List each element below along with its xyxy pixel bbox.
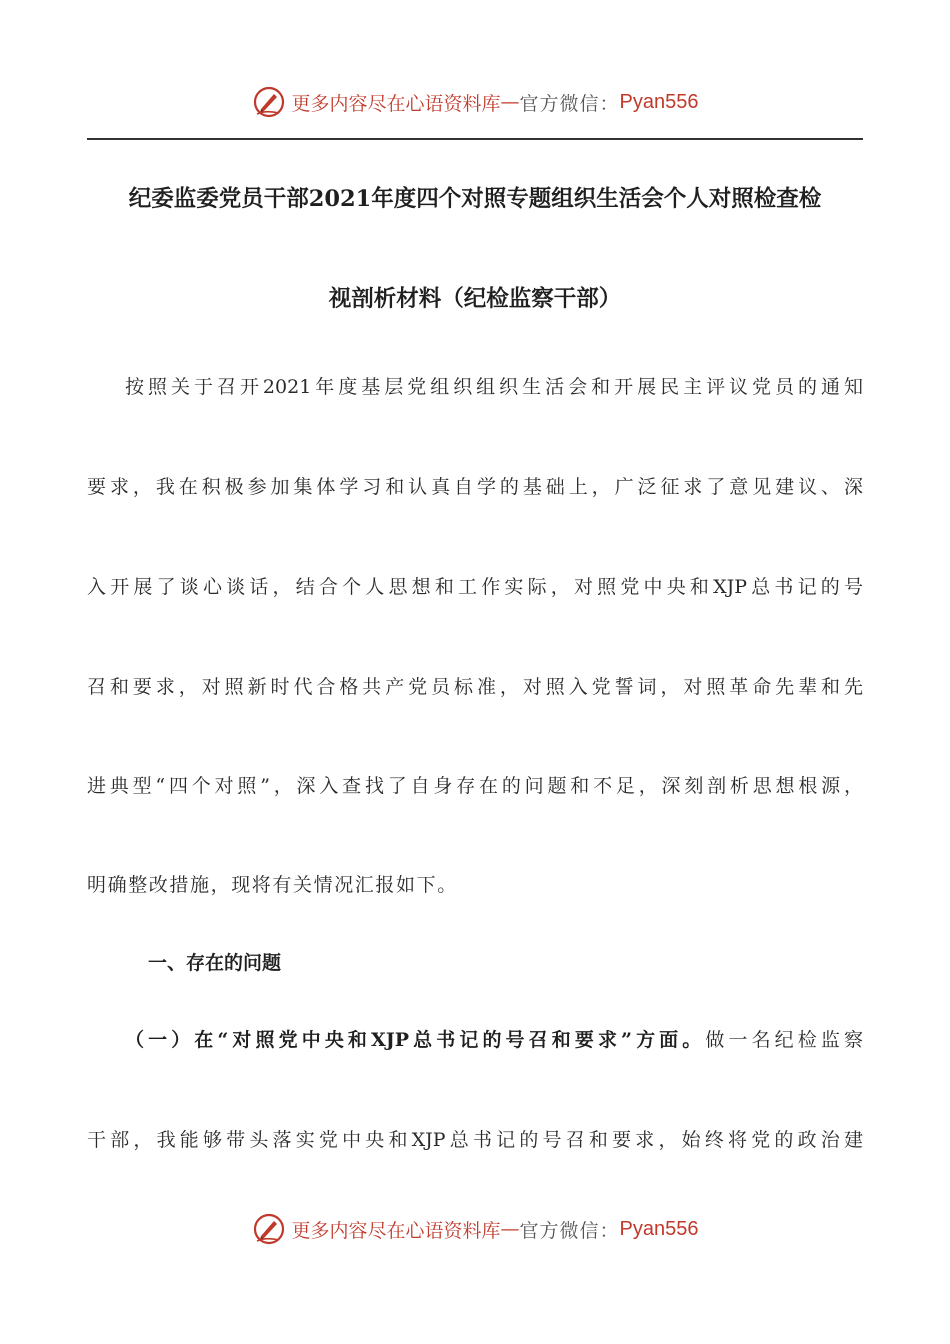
section-heading: 一、存在的问题	[148, 952, 282, 974]
banner-main-text: 更多内容尽在心语资料库	[291, 92, 501, 115]
footer-wechat-id: Pyan556	[619, 1217, 699, 1240]
subsection-heading: （一）在“对照党中央和XJP总书记的号召和要求”方面。	[125, 1029, 706, 1051]
subsection-line-2: 干部，我能够带头落实党中央和XJP总书记的号召和要求，始终将党的政治建	[87, 1129, 863, 1151]
header-divider	[87, 138, 863, 140]
header-banner	[0, 85, 950, 119]
body-line-4: 召和要求，对照新时代合格共产党员标准，对照入党誓词，对照革命先辈和先	[87, 676, 863, 698]
body-line-3: 入开展了谈心谈话，结合个人思想和工作实际，对照党中央和XJP总书记的号	[87, 576, 863, 598]
pen-circle-icon	[252, 85, 286, 119]
body-line-6: 明确整改措施，现将有关情况汇报如下。	[87, 874, 458, 896]
footer-dash: —	[500, 1218, 520, 1240]
body-line-2: 要求，我在积极参加集体学习和认真自学的基础上，广泛征求了意见建议、深	[87, 476, 863, 498]
document-title-line-2: 视剖析材料（纪检监察干部）	[328, 286, 622, 312]
subsection-line-1	[125, 1025, 863, 1052]
footer-banner	[0, 1212, 950, 1246]
body-line-5: 进典型“四个对照”，深入查找了自身存在的问题和不足，深刻剖析思想根源，	[87, 775, 863, 797]
footer-official-label: 官方微信：	[519, 1219, 620, 1242]
banner-dash: —	[500, 91, 520, 113]
footer-main-text: 更多内容尽在心语资料库	[291, 1219, 501, 1242]
subsection-text: 做一名纪检监察	[705, 1029, 863, 1051]
banner-official-label: 官方微信：	[519, 92, 620, 115]
body-line-1: 按照关于召开2021年度基层党组织组织生活会和开展民主评议党员的通知	[125, 376, 863, 398]
banner-wechat-id: Pyan556	[619, 90, 699, 113]
pen-circle-icon	[252, 1212, 286, 1246]
document-title-line-1: 纪委监委党员干部2021年度四个对照专题组织生活会个人对照检查检	[128, 186, 822, 212]
